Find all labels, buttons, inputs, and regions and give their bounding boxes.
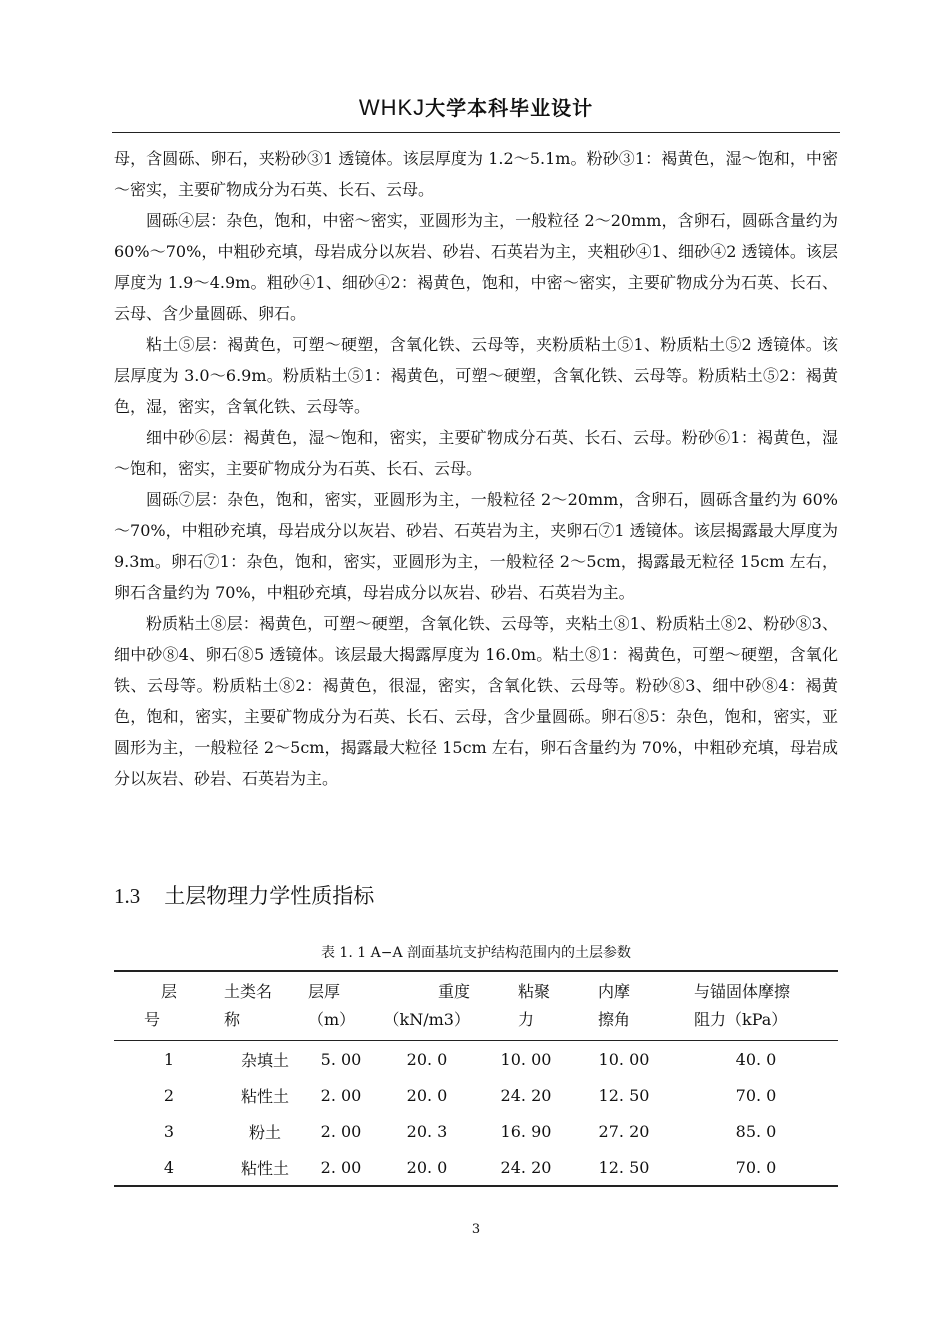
cell-unit-weight: 20. 0: [406, 1049, 448, 1069]
cell-thickness: 5. 00: [320, 1049, 362, 1069]
table-header-row: [114, 971, 838, 1041]
cell-cohesion: 24. 20: [500, 1157, 552, 1177]
table-caption: 表 1. 1 A−A 剖面基坑支护结构范围内的土层参数: [320, 945, 631, 961]
cell-anchor-friction: 70. 0: [735, 1157, 777, 1177]
table-row: [114, 1077, 838, 1113]
cell-layer-no: 2: [163, 1085, 175, 1105]
body-text: [114, 143, 838, 794]
cell-soil-type: 粘性土: [240, 1158, 289, 1178]
col-header-soil-type: 土类名 称: [224, 982, 273, 1029]
col-header-thickness: 层厚 （m）: [308, 982, 356, 1029]
table-row: [114, 1149, 838, 1186]
page-header: [112, 92, 840, 121]
header-title-cjk: 大学本科毕业设计: [425, 96, 594, 120]
paragraph: 圆砾⑦层：杂色，饱和，密实，亚圆形为主，一般粒径 2～20mm，含卵石，圆砾含量约为 60%～70%，中粗砂充填，母岩成分以灰岩、砂岩、石英岩为主，夹卵石⑦1 透镜体。该层揭露最大厚度为 9.3m。卵石⑦1：杂色，饱和，密实，亚圆形为主，一般粒径 2～5cm，揭露最无粒径 15cm 左右，卵石含量约为 70%，中粗砂充填，母岩成分以灰岩、砂岩、石英岩为主。: [114, 490, 838, 602]
cell-soil-type: 杂填土: [240, 1050, 289, 1070]
soil-parameter-table: [114, 970, 838, 1187]
cell-cohesion: 16. 90: [500, 1121, 552, 1141]
col-header-cohesion: 粘聚 力: [518, 982, 551, 1029]
cell-unit-weight: 20. 0: [406, 1157, 448, 1177]
cell-thickness: 2. 00: [320, 1085, 362, 1105]
section-heading: [114, 880, 374, 910]
cell-cohesion: 10. 00: [500, 1049, 552, 1069]
paragraph: 粘土⑤层：褐黄色，可塑～硬塑，含氧化铁、云母等，夹粉质粘土⑤1、粉质粘土⑤2 透镜体。该层厚度为 3.0～6.9m。粉质粘土⑤1：褐黄色，可塑～硬塑，含氧化铁、云母等。粉质粘土⑤2：褐黄色，湿，密实，含氧化铁、云母等。: [114, 335, 838, 416]
table-row: [114, 1041, 838, 1078]
cell-friction-angle: 10. 00: [598, 1049, 650, 1069]
table-row: [114, 1113, 838, 1149]
col-header-anchor-friction: 与锚固体摩擦 阻力（kPa）: [694, 982, 791, 1029]
paragraph: 母，含圆砾、卵石，夹粉砂③1 透镜体。该层厚度为 1.2～5.1m。粉砂③1：褐黄色，湿～饱和，中密～密实，主要矿物成分为石英、长石、云母。: [114, 149, 838, 199]
cell-anchor-friction: 40. 0: [735, 1049, 777, 1069]
col-header-unit-weight: 重度 （kN/m3）: [383, 982, 470, 1029]
header-title-latin: WHKJ: [358, 95, 426, 120]
cell-layer-no: 4: [163, 1157, 175, 1177]
section-title: 土层物理力学性质指标: [164, 884, 375, 908]
cell-soil-type: 粘性土: [240, 1086, 289, 1106]
cell-unit-weight: 20. 3: [406, 1121, 448, 1141]
page-number: 3: [471, 1222, 481, 1237]
cell-layer-no: 1: [163, 1049, 175, 1069]
paragraph: 粉质粘土⑧层：褐黄色，可塑～硬塑，含氧化铁、云母等，夹粘土⑧1、粉质粘土⑧2、粉砂⑧3、细中砂⑧4、卵石⑧5 透镜体。该层最大揭露厚度为 16.0m。粘土⑧1：褐黄色，可塑～硬塑，含氧化铁、云母等。粉质粘土⑧2：褐黄色，很湿，密实，含氧化铁、云母等。粉砂⑧3、细中砂⑧4：褐黄色，饱和，密实，主要矿物成分为石英、长石、云母，含少量圆砾。卵石⑧5：杂色，饱和，密实，亚圆形为主，一般粒径 2～5cm，揭露最大粒径 15cm 左右，卵石含量约为 70%，中粗砂充填，母岩成分以灰岩、砂岩、石英岩为主。: [114, 614, 838, 788]
cell-unit-weight: 20. 0: [406, 1085, 448, 1105]
cell-layer-no: 3: [163, 1121, 175, 1141]
header-divider: [112, 132, 840, 133]
cell-anchor-friction: 70. 0: [735, 1085, 777, 1105]
paragraph: 圆砾④层：杂色，饱和，中密～密实，亚圆形为主，一般粒径 2～20mm，含卵石，圆砾含量约为 60%～70%，中粗砂充填，母岩成分以灰岩、砂岩、石英岩为主，夹粗砂④1、细砂④2 透镜体。该层厚度为 1.9～4.9m。粗砂④1、细砂④2：褐黄色，饱和，中密～密实，主要矿物成分为石英、长石、云母、含少量圆砾、卵石。: [114, 211, 838, 323]
cell-soil-type: 粉土: [248, 1122, 281, 1142]
cell-thickness: 2. 00: [320, 1157, 362, 1177]
cell-anchor-friction: 85. 0: [735, 1121, 777, 1141]
cell-cohesion: 24. 20: [500, 1085, 552, 1105]
col-header-layer-no: 层 号: [144, 982, 177, 1029]
col-header-friction-angle: 内摩 擦角: [598, 982, 631, 1029]
cell-friction-angle: 12. 50: [598, 1085, 650, 1105]
cell-friction-angle: 12. 50: [598, 1157, 650, 1177]
cell-thickness: 2. 00: [320, 1121, 362, 1141]
cell-friction-angle: 27. 20: [598, 1121, 650, 1141]
paragraph: 细中砂⑥层：褐黄色，湿～饱和，密实，主要矿物成分石英、长石、云母。粉砂⑥1：褐黄色，湿～饱和，密实，主要矿物成分为石英、长石、云母。: [114, 428, 838, 478]
section-number: 1.3: [114, 884, 141, 908]
